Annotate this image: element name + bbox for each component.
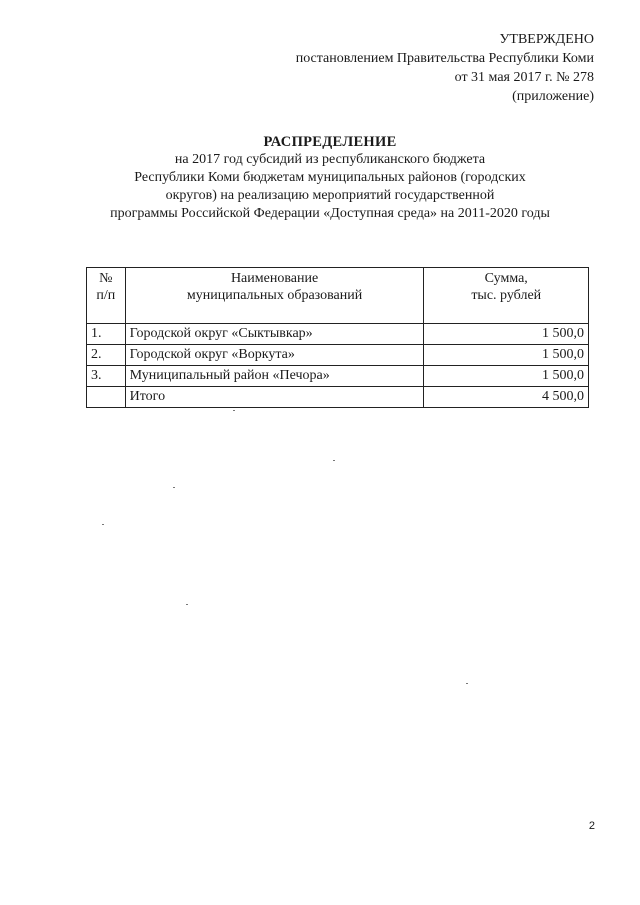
document-title: РАСПРЕДЕЛЕНИЕ (263, 134, 397, 150)
approval-date: от 31 мая 2017 г. № 278 (454, 70, 594, 85)
row-sum: 1 500,0 (424, 324, 589, 345)
header-name (125, 268, 424, 324)
total-row (87, 387, 589, 408)
row-sum: 1 500,0 (424, 345, 589, 366)
scan-speck (173, 487, 175, 488)
heading-line-1: на 2017 год субсидий из республиканского бюджета (174, 152, 486, 167)
header-number (87, 268, 126, 324)
table-row (87, 366, 589, 387)
header-name-line-1: Наименование (230, 271, 319, 286)
header-sum (424, 268, 589, 324)
row-name: Городской округ «Воркута» (125, 345, 424, 366)
header-number-line-1: № (99, 271, 113, 286)
approval-note: (приложение) (512, 89, 594, 104)
total-sum: 4 500,0 (424, 387, 589, 408)
approval-decree: постановлением Правительства Республики Коми (295, 51, 594, 66)
heading-line-3: округов) на реализацию мероприятий государственной (165, 188, 495, 203)
header-sum-line-1: Сумма, (484, 271, 528, 286)
header-name-line-2: муниципальных образований (186, 288, 363, 303)
header-sum-line-2: тыс. рублей (471, 288, 542, 303)
row-number: 3. (87, 366, 126, 387)
row-number: 2. (87, 345, 126, 366)
row-name: Муниципальный район «Печора» (125, 366, 424, 387)
document-heading (60, 133, 600, 223)
scan-speck (466, 683, 468, 684)
row-number: 1. (87, 324, 126, 345)
approval-stamp: УТВЕРЖДЕНО (499, 32, 594, 47)
subsidy-table (86, 267, 589, 408)
table-row (87, 324, 589, 345)
header-number-line-2: п/п (96, 288, 116, 303)
row-sum: 1 500,0 (424, 366, 589, 387)
scan-speck (102, 524, 104, 525)
total-number (87, 387, 126, 408)
page-number: 2 (588, 820, 595, 832)
total-label: Итого (125, 387, 424, 408)
row-name: Городской округ «Сыктывкар» (125, 324, 424, 345)
table-row (87, 345, 589, 366)
heading-line-2: Республики Коми бюджетам муниципальных районов (городских (134, 170, 526, 185)
scan-speck (186, 604, 188, 605)
scan-speck (233, 410, 235, 411)
approval-block (296, 30, 594, 106)
heading-line-4: программы Российской Федерации «Доступная среда» на 2011-2020 годы (110, 206, 550, 221)
table-header-row (87, 268, 589, 324)
scan-speck (333, 460, 335, 461)
